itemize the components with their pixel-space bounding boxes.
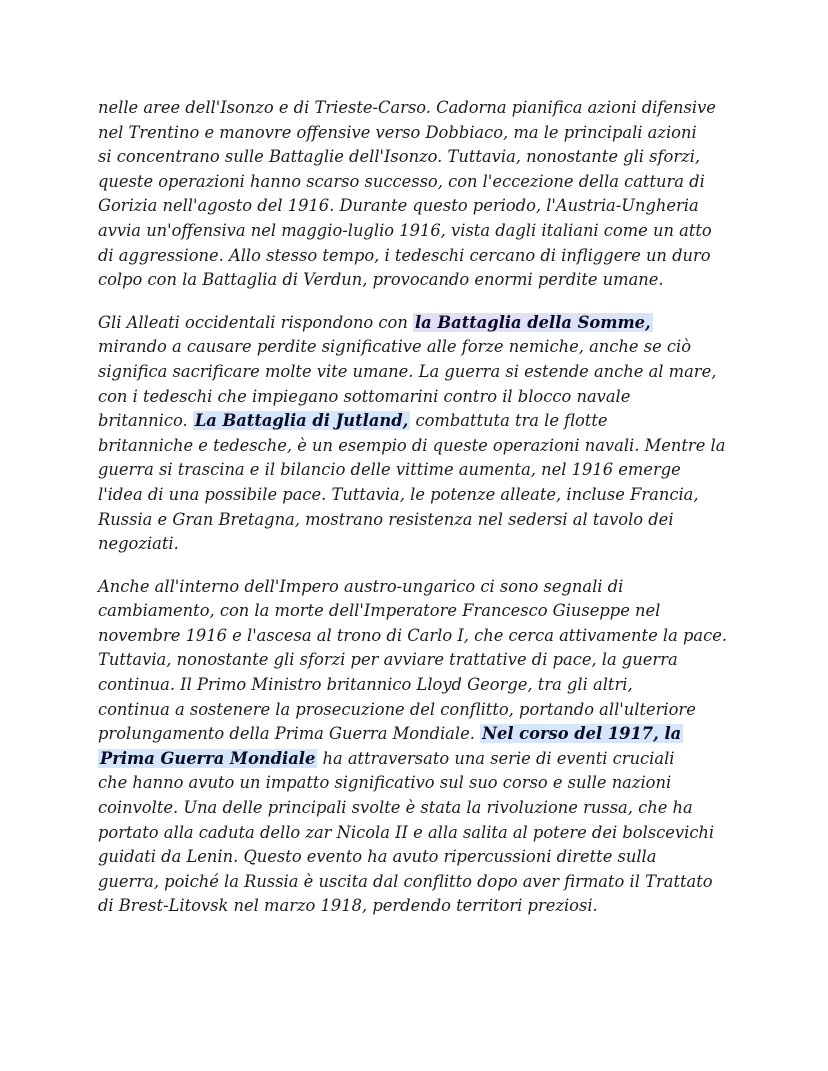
text-line — [98, 698, 738, 723]
text-line — [98, 624, 738, 649]
text-segment: continua a sostenere la prosecuzione del conflitto, portando all'ulteriore — [98, 699, 696, 719]
text-line — [98, 311, 738, 336]
document-page — [98, 96, 738, 937]
text-line — [98, 673, 738, 698]
text-line — [98, 458, 738, 483]
paragraph-2 — [98, 311, 738, 557]
text-line — [98, 532, 738, 557]
text-segment: coinvolte. Una delle principali svolte è stata la rivoluzione russa, che ha — [98, 798, 693, 818]
text-segment: combattuta tra le flotte — [410, 411, 608, 431]
text-line — [98, 821, 738, 846]
text-segment: ha attraversato una serie di eventi cruciali — [317, 748, 675, 768]
text-segment: mirando a causare perdite significative alle forze nemiche, anche se ciò — [98, 337, 692, 357]
text-line — [98, 870, 738, 895]
text-line — [98, 508, 738, 533]
text-segment: guidati da Lenin. Questo evento ha avuto ripercussioni dirette sulla — [98, 847, 657, 867]
highlighted-phrase: Nel corso del 1917, la — [482, 724, 682, 744]
text-segment: guerra, poiché la Russia è uscita dal conflitto dopo aver firmato il Trattato — [98, 871, 713, 891]
text-line — [98, 648, 738, 673]
text-line — [98, 268, 738, 293]
text-line — [98, 170, 738, 195]
text-segment: di Brest-Litovsk nel marzo 1918, perdendo territori preziosi. — [98, 896, 598, 916]
text-line — [98, 194, 738, 219]
text-line — [98, 96, 738, 121]
text-line — [98, 409, 738, 434]
text-line — [98, 121, 738, 146]
text-segment: guerra si trascina e il bilancio delle vittime aumenta, nel 1916 emerge — [98, 460, 681, 480]
text-segment: cambiamento, con la morte dell'Imperatore Francesco Giuseppe nel — [98, 601, 661, 621]
text-line — [98, 483, 738, 508]
text-line — [98, 335, 738, 360]
text-line — [98, 219, 738, 244]
text-segment: novembre 1916 e l'ascesa al trono di Carlo I, che cerca attivamente la pace. — [98, 625, 728, 645]
text-line — [98, 575, 738, 600]
text-line — [98, 894, 738, 919]
text-line — [98, 244, 738, 269]
text-line — [98, 796, 738, 821]
text-segment: nelle aree dell'Isonzo e di Trieste-Carso. Cadorna pianifica azioni difensive — [98, 98, 716, 117]
text-segment: Tuttavia, nonostante gli sforzi per avviare trattative di pace, la guerra — [98, 650, 678, 670]
highlighted-phrase: La Battaglia di Jutland, — [194, 411, 409, 431]
text-segment: significa sacrificare molte vite umane. La guerra si estende anche al mare, — [98, 361, 717, 381]
text-line — [98, 599, 738, 624]
text-line — [98, 145, 738, 170]
text-segment: queste operazioni hanno scarso successo, con l'eccezione della cattura di — [98, 171, 705, 191]
text-line — [98, 434, 738, 459]
text-segment: Gli Alleati occidentali rispondono con — [98, 312, 413, 332]
text-line — [98, 771, 738, 796]
highlighted-phrase: Prima Guerra Mondiale — [100, 748, 316, 768]
text-line — [98, 385, 738, 410]
text-segment: negoziati. — [98, 534, 179, 554]
text-segment: che hanno avuto un impatto significativo sul suo corso e sulle nazioni — [98, 773, 672, 793]
text-segment: prolungamento della Prima Guerra Mondiale. — [98, 724, 481, 744]
paragraph-3 — [98, 575, 738, 919]
text-line — [98, 360, 738, 385]
text-segment: britanniche e tedesche, è un esempio di queste operazioni navali. Mentre la — [98, 435, 726, 455]
highlighted-phrase: la Battaglia della Somme, — [415, 312, 651, 332]
text-segment: continua. Il Primo Ministro britannico Lloyd George, tra gli altri, — [98, 675, 633, 695]
text-segment: Gorizia nell'agosto del 1916. Durante questo periodo, l'Austria-Ungheria — [98, 196, 699, 216]
text-segment: Anche all'interno dell'Impero austro-ungarico ci sono segnali di — [98, 576, 624, 596]
text-segment: di aggressione. Allo stesso tempo, i tedeschi cercano di infliggere un duro — [98, 245, 711, 265]
paragraph-1 — [98, 96, 738, 293]
text-segment: avvia un'offensiva nel maggio-luglio 1916, vista dagli italiani come un atto — [98, 220, 712, 240]
text-segment: l'idea di una possibile pace. Tuttavia, le potenze alleate, incluse Francia, — [98, 484, 699, 504]
text-line — [98, 845, 738, 870]
text-line — [98, 722, 738, 747]
text-segment: si concentrano sulle Battaglie dell'Isonzo. Tuttavia, nonostante gli sforzi, — [98, 147, 701, 167]
text-segment: Russia e Gran Bretagna, mostrano resistenza nel sedersi al tavolo dei — [98, 509, 674, 529]
text-segment: nel Trentino e manovre offensive verso Dobbiaco, ma le principali azioni — [98, 122, 697, 142]
text-line — [98, 747, 738, 772]
text-segment: colpo con la Battaglia di Verdun, provocando enormi perdite umane. — [98, 270, 664, 290]
text-segment: britannico. — [98, 411, 193, 431]
text-segment: portato alla caduta dello zar Nicola II e alla salita al potere dei bolscevichi — [98, 822, 715, 842]
text-segment: con i tedeschi che impiegano sottomarini contro il blocco navale — [98, 386, 631, 406]
